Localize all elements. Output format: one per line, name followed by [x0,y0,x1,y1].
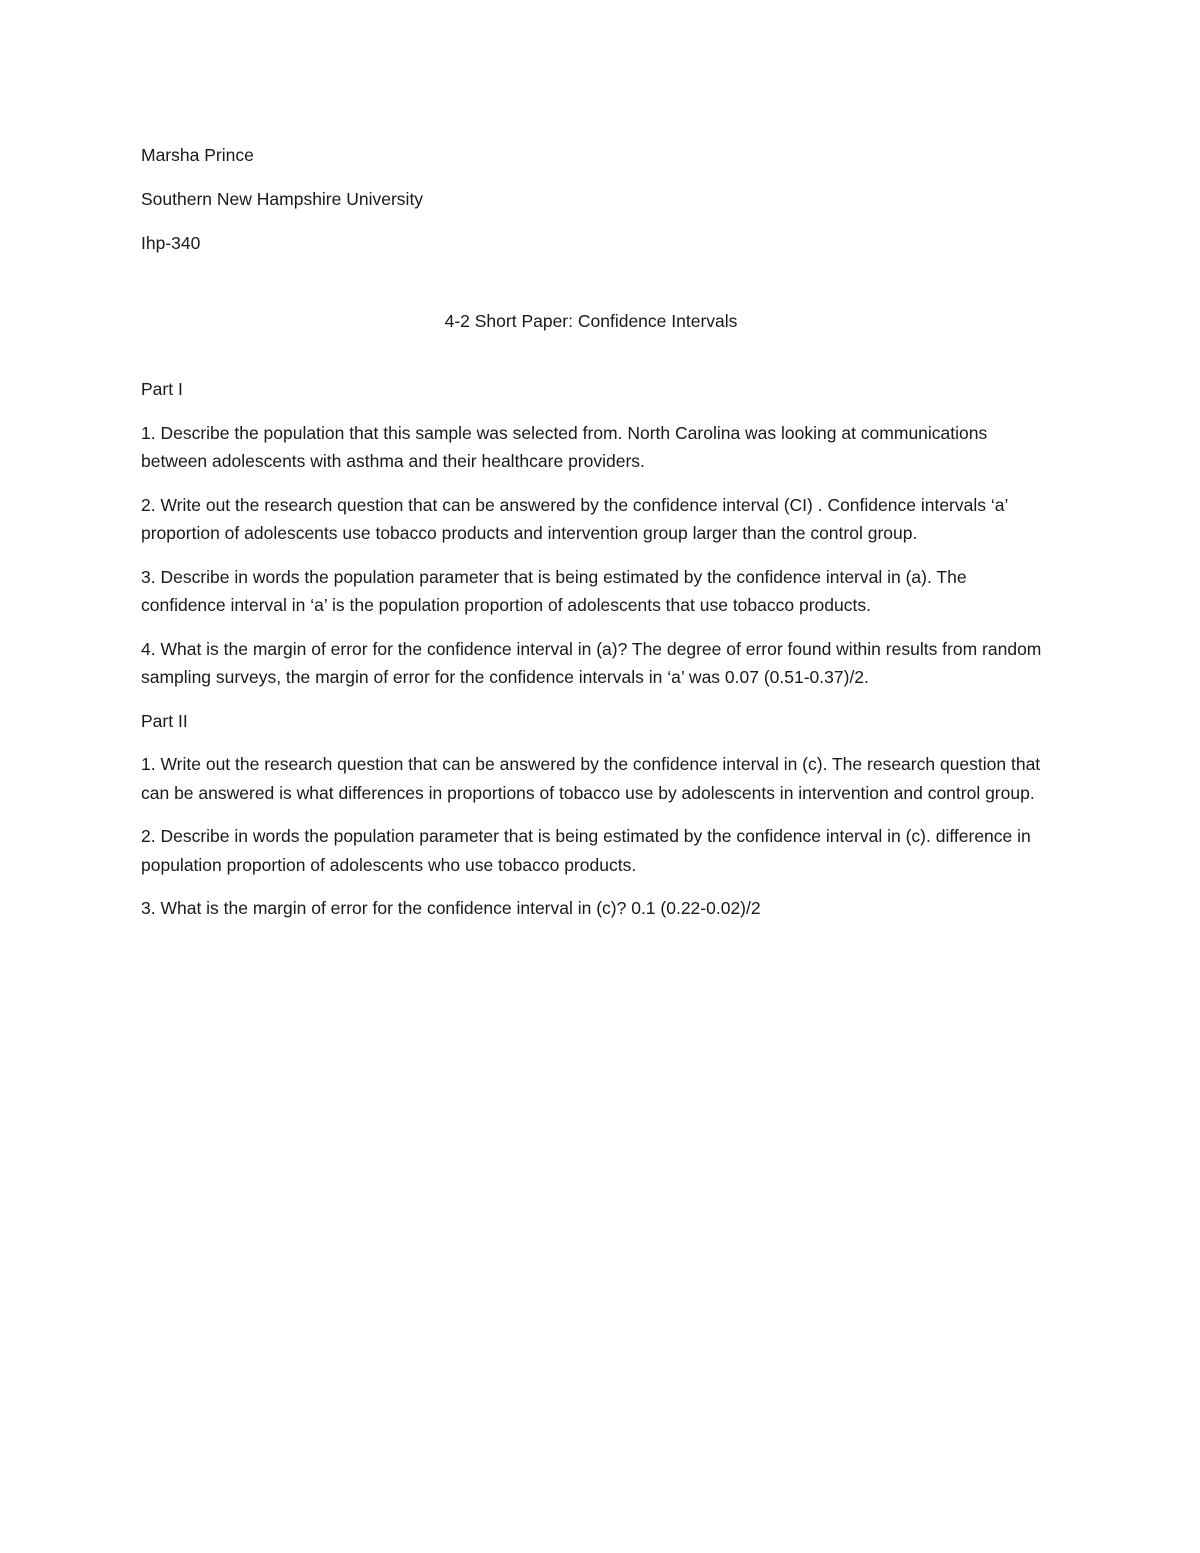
author-name: Marsha Prince [141,145,254,165]
course-code: Ihp-340 [141,233,201,253]
header-block [141,141,1061,258]
part-1-item-3: 3. Describe in words the population parameter that is being estimated by the confidence interval in (a). The confidence interval in ‘a’ is the population proportion of adolescents that use tobacco products. [141,566,967,615]
institution-name: Southern New Hampshire University [141,189,424,209]
part-2-item-3: 3. What is the margin of error for the confidence interval in (c)? 0.1 (0.22-0.02)/2 [141,898,761,918]
part-1-item-2: 2. Write out the research question that can be answered by the confidence interval (CI) . Confidence intervals ‘a’ proportion of adolescents use tobacco products and intervention group larger than the control group. [141,494,1008,543]
part-1-heading: Part I [141,379,183,399]
document-body [141,141,1061,938]
part-2-heading: Part II [141,710,188,731]
part-2-item-1: 1. Write out the research question that can be answered by the confidence interval in (c). The research question that can be answered is what differences in proportions of tobacco use by adolescents in intervention and control group. [141,754,1041,803]
part-1-item-4: 4. What is the margin of error for the confidence interval in (a)? The degree of error found within results from random sampling surveys, the margin of error for the confidence intervals in ‘a’ was 0.07 (0.51-0.37)/2. [141,638,1042,687]
paper-title: 4-2 Short Paper: Confidence Intervals [444,310,738,331]
part-2-item-2: 2. Describe in words the population parameter that is being estimated by the confidence interval in (c). difference in population proportion of adolescents who use tobacco products. [141,826,1031,875]
part-1-item-1: 1. Describe the population that this sample was selected from. North Carolina was looking at communications between adolescents with asthma and their healthcare providers. [141,422,988,471]
